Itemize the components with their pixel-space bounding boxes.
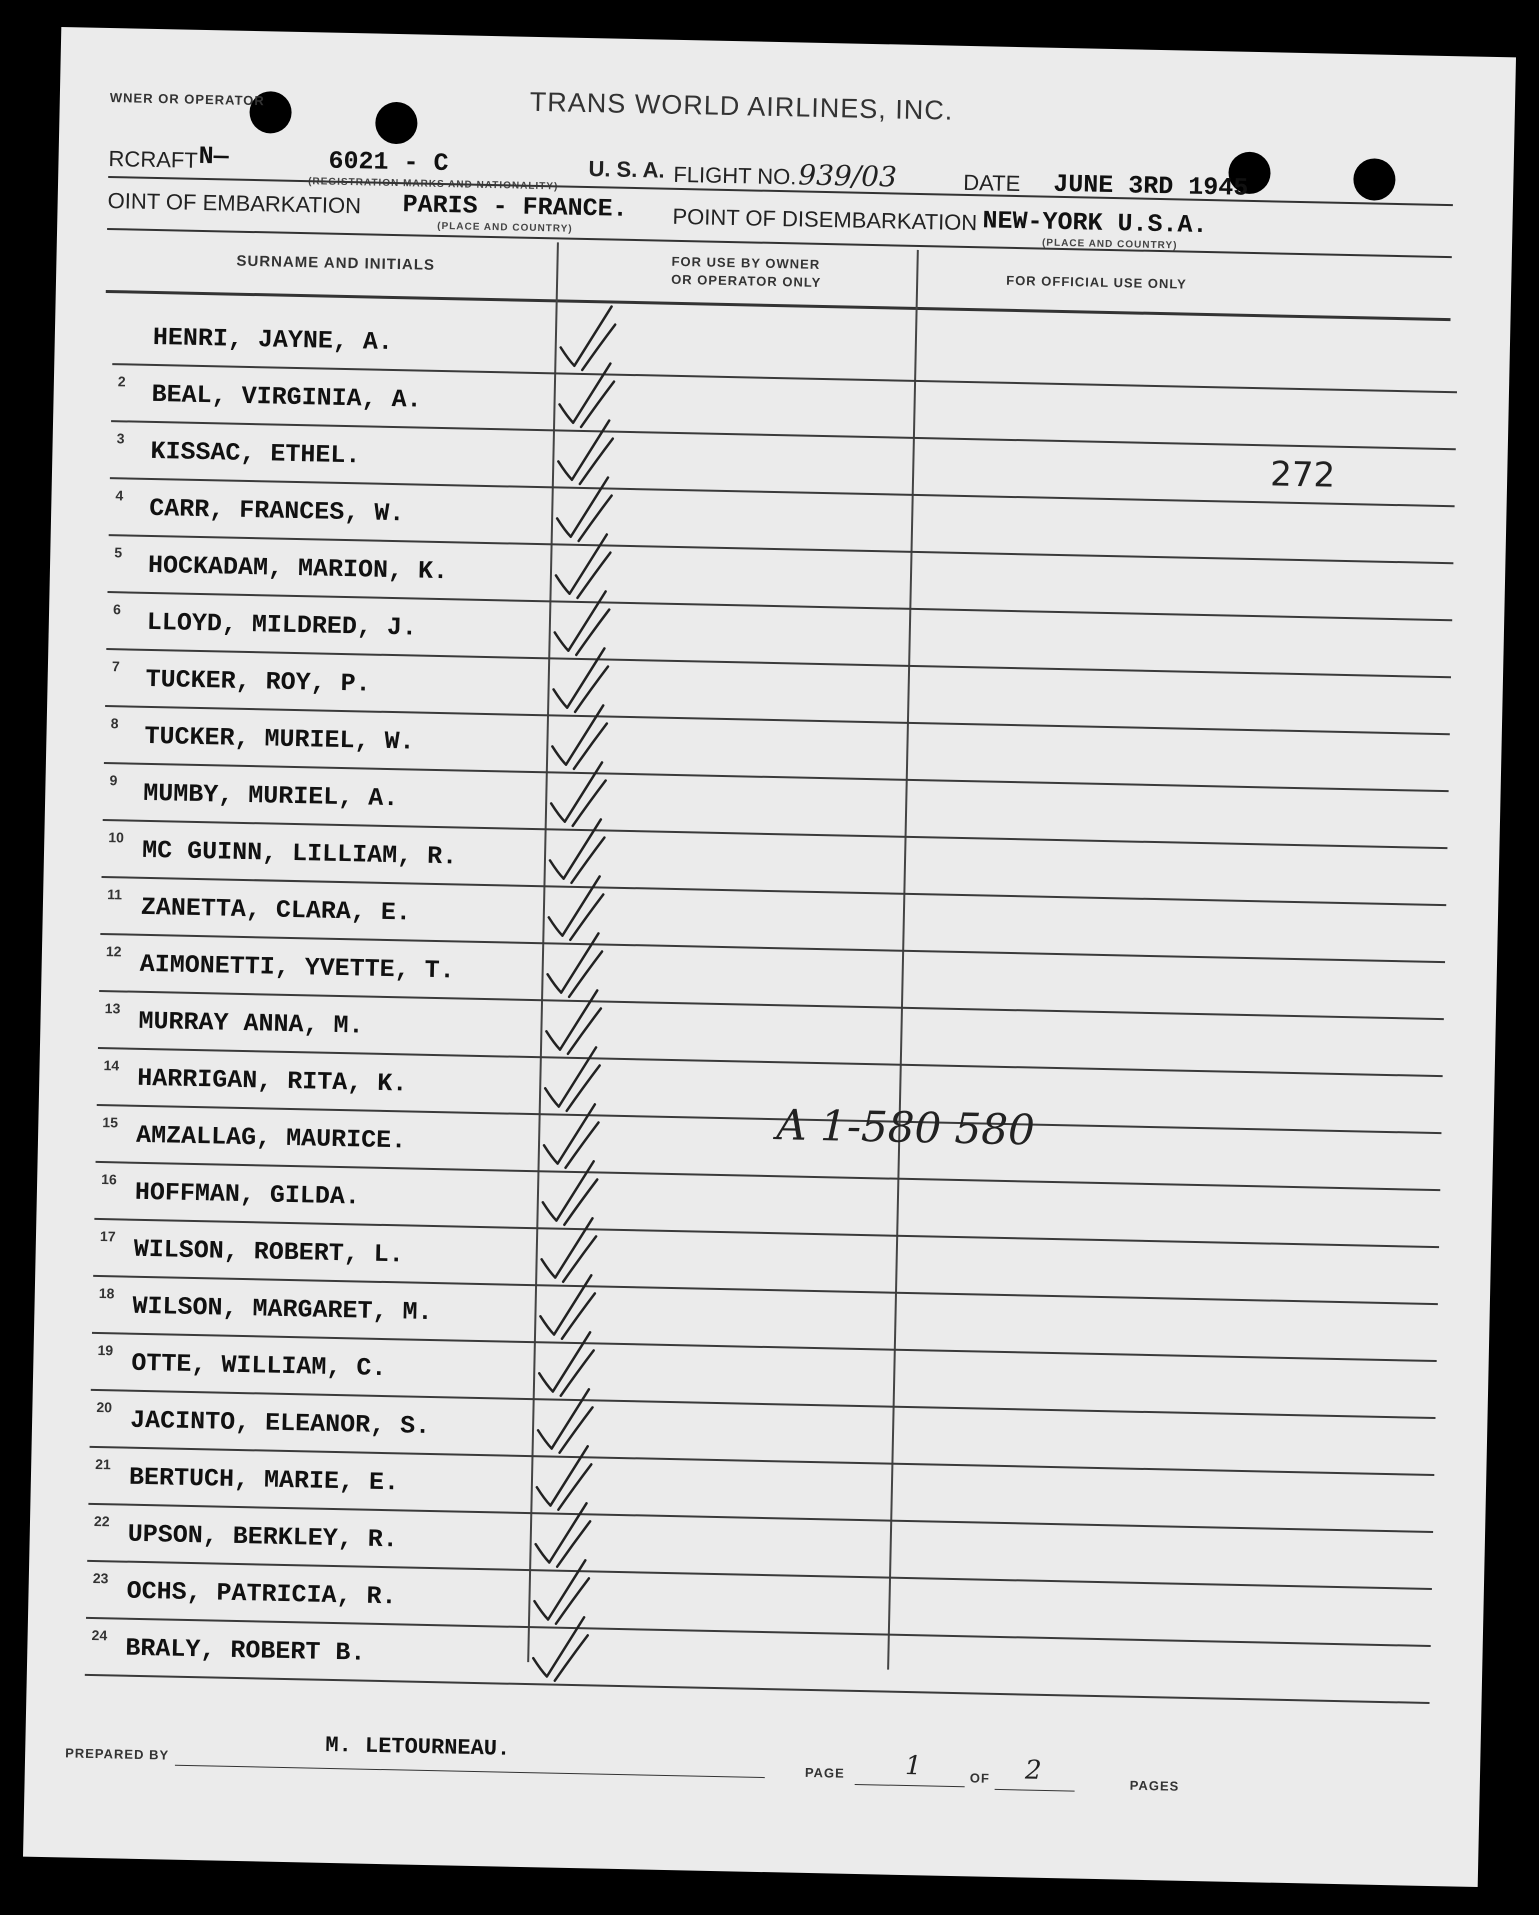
- passenger-name: MUMBY, MURIEL, A.: [142, 778, 399, 814]
- passenger-name: WILSON, ROBERT, L.: [133, 1234, 405, 1270]
- page-label: PAGE: [804, 1764, 845, 1781]
- row-number: 22: [93, 1512, 110, 1530]
- row-number: 21: [95, 1455, 111, 1473]
- passenger-name: KISSAC, ETHEL.: [150, 436, 361, 471]
- check-mark-icon: [525, 1606, 597, 1687]
- passenger-name: TUCKER, ROY, P.: [145, 664, 371, 699]
- row-number: 5: [114, 544, 123, 561]
- row-number: 9: [109, 772, 118, 789]
- punch-hole: [375, 102, 418, 145]
- page-value: 1: [904, 1751, 922, 1782]
- passenger-name: OTTE, WILLIAM, C.: [131, 1348, 387, 1384]
- passenger-name: HOCKADAM, MARION, K.: [147, 550, 449, 587]
- passenger-name: TUCKER, MURIEL, W.: [144, 721, 415, 757]
- flight-value: 939/03: [798, 158, 898, 194]
- official-column-header: FOR OFFICIAL USE ONLY: [1006, 272, 1187, 292]
- row-number: 4: [115, 487, 124, 504]
- row-number: 18: [98, 1285, 115, 1302]
- prepared-by-line: [175, 1765, 765, 1778]
- of-line: [995, 1789, 1075, 1792]
- aircraft-label: RCRAFT: [108, 145, 199, 173]
- embarkation-value: PARIS - FRANCE.: [402, 190, 628, 224]
- passenger-name: AIMONETTI, YVETTE, T.: [139, 949, 456, 986]
- row-number: 7: [111, 658, 120, 675]
- passenger-name: BEAL, VIRGINIA, A.: [151, 379, 422, 415]
- date-label: DATE: [963, 169, 1021, 197]
- row-number: 8: [110, 715, 119, 732]
- row-number: 17: [99, 1228, 116, 1245]
- owner-label: WNER OR OPERATOR: [109, 89, 265, 109]
- registration-note: (REGISTRATION MARKS AND NATIONALITY): [308, 176, 559, 193]
- official-note: 272: [1269, 454, 1336, 496]
- of-label: OF: [969, 1770, 991, 1786]
- passenger-name: BRALY, ROBERT B.: [125, 1633, 366, 1668]
- passenger-name: WILSON, MARGARET, M.: [132, 1291, 433, 1328]
- row-number: 16: [101, 1171, 117, 1188]
- place-note: (PLACE AND COUNTRY): [437, 220, 573, 235]
- company-name: TRANS WORLD AIRLINES, INC.: [529, 86, 954, 126]
- passenger-name: OCHS, PATRICIA, R.: [126, 1576, 397, 1612]
- passenger-name: HOFFMAN, GILDA.: [134, 1177, 361, 1212]
- passenger-name: BERTUCH, MARIE, E.: [128, 1462, 400, 1498]
- aircraft-prefix: N—: [198, 141, 229, 172]
- row-number: 13: [104, 1000, 121, 1017]
- row-number: 6: [112, 601, 122, 618]
- row-number: 23: [92, 1569, 109, 1587]
- row-number: 24: [91, 1626, 108, 1644]
- prepared-by-value: M. LETOURNEAU.: [325, 1732, 511, 1762]
- prepared-by-label: PREPARED BY: [65, 1745, 170, 1763]
- row-number: 19: [97, 1342, 114, 1359]
- flight-label: FLIGHT NO.: [673, 161, 797, 190]
- passenger-name: UPSON, BERKLEY, R.: [127, 1519, 399, 1555]
- disembarkation-value: NEW-YORK U.S.A.: [982, 206, 1208, 241]
- page-line: [855, 1784, 965, 1787]
- surname-column-header: SURNAME AND INITIALS: [236, 252, 436, 274]
- pages-label: PAGES: [1129, 1777, 1180, 1794]
- passenger-name: AMZALLAG, MAURICE.: [135, 1120, 407, 1156]
- passenger-name: MC GUINN, LILLIAM, R.: [141, 835, 458, 872]
- passenger-name: ZANETTA, CLARA, E.: [140, 892, 412, 928]
- row-number: 15: [102, 1114, 119, 1131]
- passenger-name: CARR, FRANCES, W.: [148, 493, 405, 529]
- place-note-2: (PLACE AND COUNTRY): [1041, 237, 1178, 252]
- of-value: 2: [1024, 1755, 1042, 1786]
- row-number: 14: [103, 1057, 120, 1074]
- row-number: 10: [108, 829, 125, 846]
- disembarkation-label: POINT OF DISEMBARKATION: [672, 203, 978, 236]
- operator-column-header-2: OR OPERATOR ONLY: [671, 271, 822, 290]
- passenger-list: [85, 308, 1458, 1704]
- passenger-name: HARRIGAN, RITA, K.: [137, 1063, 408, 1099]
- manifest-sheet: [23, 27, 1516, 1887]
- row-number: 3: [116, 430, 125, 447]
- country-label: U. S. A.: [588, 156, 665, 183]
- row-number: 2: [117, 373, 126, 390]
- passenger-name: LLOYD, MILDRED, J.: [146, 607, 418, 643]
- passenger-name: MURRAY ANNA, M.: [138, 1006, 364, 1041]
- operator-column-header-1: FOR USE BY OWNER: [671, 253, 821, 272]
- passenger-name: JACINTO, ELEANOR, S.: [129, 1405, 431, 1441]
- aircraft-value: 6021 - C: [328, 146, 449, 179]
- passenger-name: HENRI, JAYNE, A.: [152, 322, 394, 357]
- row-number: 20: [96, 1399, 113, 1416]
- date-value: JUNE 3RD 1945: [1052, 169, 1249, 203]
- operator-note: A 1-580 580: [775, 1100, 1036, 1155]
- embarkation-label: OINT OF EMBARKATION: [107, 187, 362, 219]
- row-number: 11: [107, 886, 123, 903]
- punch-hole: [1353, 158, 1396, 201]
- row-number: 12: [105, 943, 122, 960]
